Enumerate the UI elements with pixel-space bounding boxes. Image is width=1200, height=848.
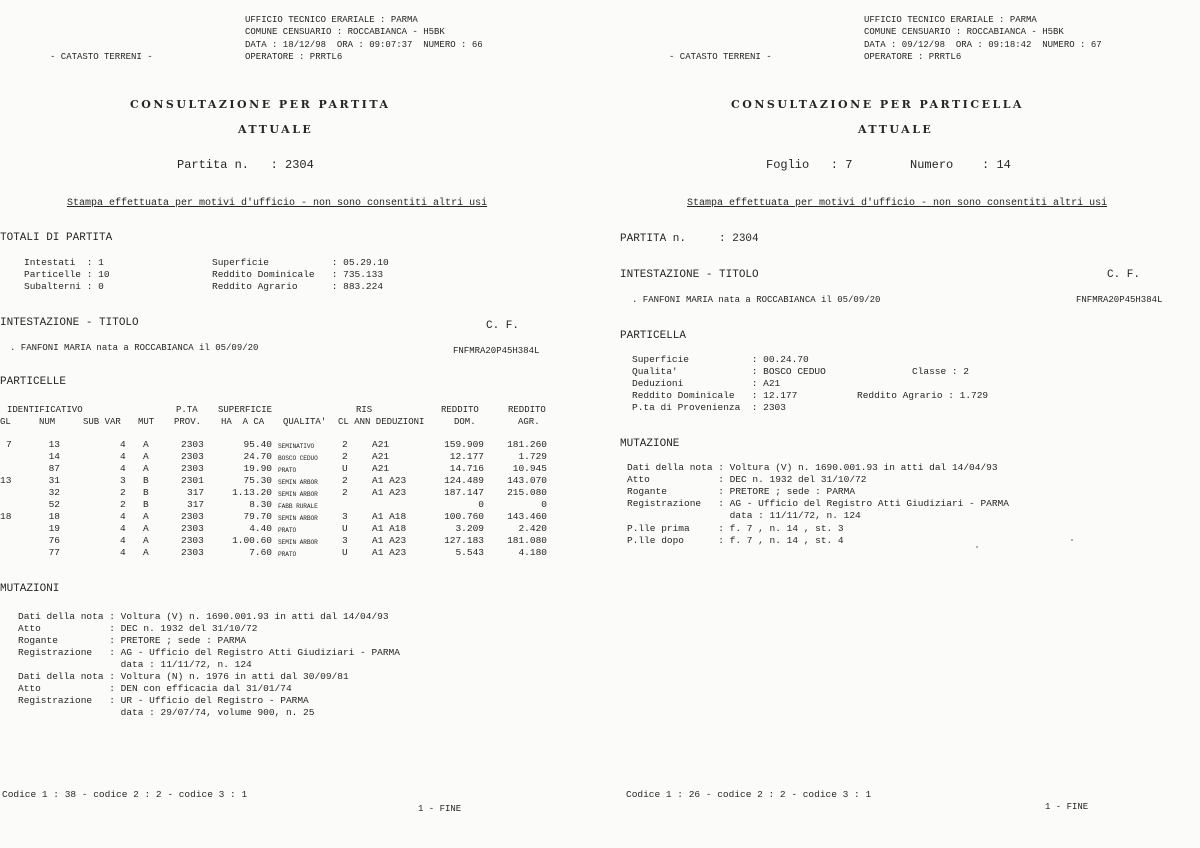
- cell-num: 52: [48, 499, 60, 510]
- mutazione-line: Rogante : PRETORE ; sede : PARMA: [627, 486, 856, 497]
- cell-classe: U: [342, 547, 348, 558]
- cell-num: 18: [48, 511, 60, 522]
- cell-deduzioni: A1 A18: [372, 523, 407, 534]
- cell-reddito-dom: 124.489: [444, 475, 484, 486]
- cell-classe: 2: [342, 487, 348, 498]
- cell-var: 4: [120, 511, 126, 522]
- table-row: [0, 487, 600, 499]
- table-row: [0, 475, 600, 487]
- cell-reddito-dom: 100.760: [444, 511, 484, 522]
- partita-number: Partita n. : 2304: [177, 158, 314, 172]
- cell-reddito-dom: 0: [478, 499, 484, 510]
- cell-reddito-dom: 187.147: [444, 487, 484, 498]
- section-heading: PARTICELLE: [0, 376, 67, 388]
- deduzioni-line: Deduzioni : A21: [632, 378, 781, 389]
- cell-num: 32: [48, 487, 60, 498]
- cell-foglio: 18: [0, 511, 12, 522]
- cell-reddito-agr: 143.460: [507, 511, 547, 522]
- cell-var: 4: [120, 451, 126, 462]
- cell-var: 4: [120, 463, 126, 474]
- catasto-label: - CATASTO TERRENI -: [50, 52, 153, 62]
- cell-classe: U: [342, 523, 348, 534]
- cell-pta: 317: [187, 499, 205, 510]
- cell-superficie: 7.60: [249, 547, 272, 558]
- table-row: [0, 439, 600, 451]
- cell-qualita: BOSCO CEDUO: [278, 455, 318, 462]
- cell-qualita: PRATO: [278, 467, 297, 474]
- cell-qualita: SEMIN ARBOR: [278, 479, 318, 486]
- cell-classe: 2: [342, 451, 348, 462]
- mutazione-line: data : 11/11/72, n. 124: [627, 510, 861, 521]
- superficie-line: Superficie : 00.24.70: [632, 354, 809, 365]
- cell-mut: B: [143, 487, 149, 498]
- section-heading: INTESTAZIONE - TITOLO: [0, 317, 139, 329]
- cell-var: 2: [120, 487, 126, 498]
- cell-deduzioni: A21: [372, 451, 390, 462]
- ufficio-line: UFFICIO TECNICO ERARIALE : PARMA: [864, 15, 1037, 25]
- superficie-total: Superficie : 05.29.10: [212, 257, 389, 268]
- reddito-agrario-value: Reddito Agrario : 1.729: [857, 390, 989, 401]
- cell-num: 19: [48, 523, 60, 534]
- cell-reddito-agr: 181.260: [507, 439, 547, 450]
- cell-superficie: 4.40: [249, 523, 272, 534]
- cell-deduzioni: A1 A18: [372, 511, 407, 522]
- col-pta: P.TA: [176, 405, 198, 415]
- cell-qualita: SEMINATIVO: [278, 443, 315, 450]
- cell-qualita: SEMIN ARBOR: [278, 539, 318, 546]
- comune-line: COMUNE CENSUARIO : ROCCABIANCA - H5BK: [245, 27, 445, 37]
- cell-mut: B: [143, 499, 149, 510]
- mutazione-line: Rogante : PRETORE ; sede : PARMA: [18, 635, 247, 646]
- cell-deduzioni: A1 A23: [372, 475, 407, 486]
- cell-qualita: PRATO: [278, 551, 297, 558]
- col-foglio: GL: [0, 417, 11, 427]
- catasto-label: - CATASTO TERRENI -: [669, 52, 772, 62]
- section-heading: INTESTAZIONE - TITOLO: [620, 269, 759, 281]
- fine-marker: 1 - FINE: [1045, 802, 1089, 812]
- mutazione-line: data : 29/07/74, volume 900, n. 25: [18, 707, 315, 718]
- cell-reddito-dom: 5.543: [455, 547, 484, 558]
- cell-reddito-dom: 3.209: [455, 523, 484, 534]
- subalterni-count: Subalterni : 0: [24, 281, 104, 292]
- speck: [1071, 539, 1073, 541]
- cell-num: 14: [48, 451, 60, 462]
- codice-footer: Codice 1 : 26 - codice 2 : 2 - codice 3 : 1: [626, 789, 872, 800]
- speck: [976, 546, 978, 548]
- operatore-line: OPERATORE : PRRTL6: [245, 52, 343, 62]
- cell-num: 87: [48, 463, 60, 474]
- cell-superficie: 19.90: [243, 463, 272, 474]
- page-subtitle: ATTUALE: [858, 123, 934, 136]
- owner-name: . FANFONI MARIA nata a ROCCABIANCA il 05/09/20: [632, 295, 881, 305]
- cell-deduzioni: A21: [372, 439, 390, 450]
- cell-pta: 2303: [181, 451, 204, 462]
- classe-value: Classe : 2: [912, 366, 970, 377]
- right-page: [600, 0, 1200, 848]
- cell-reddito-dom: 127.183: [444, 535, 484, 546]
- cell-pta: 2303: [181, 439, 204, 450]
- mutazione-line: Atto : DEC n. 1932 del 31/10/72: [18, 623, 258, 634]
- fine-marker: 1 - FINE: [418, 804, 462, 814]
- cell-reddito-agr: 143.070: [507, 475, 547, 486]
- cell-qualita: SEMIN ARBOR: [278, 491, 318, 498]
- mutazione-line: Dati della nota : Voltura (N) n. 1976 in atti dal 30/09/81: [18, 671, 349, 682]
- page-subtitle: ATTUALE: [238, 123, 314, 136]
- cell-superficie: 1.00.60: [232, 535, 272, 546]
- mutazione-line: Dati della nota : Voltura (V) n. 1690.001.93 in atti dal 14/04/93: [18, 611, 389, 622]
- stampa-notice: Stampa effettuata per motivi d'ufficio - non sono consentiti altri usi: [67, 198, 488, 209]
- mutazione-line: Atto : DEN con efficacia dal 31/01/74: [18, 683, 292, 694]
- cell-classe: 3: [342, 511, 348, 522]
- col-mut: MUT: [138, 417, 155, 427]
- mutazione-line: Registrazione : AG - Ufficio del Registro Atti Giudiziari - PARMA: [18, 647, 400, 658]
- section-heading: MUTAZIONE: [620, 438, 680, 450]
- cell-deduzioni: A1 A23: [372, 535, 407, 546]
- cell-deduzioni: A1 A23: [372, 547, 407, 558]
- cell-num: 13: [48, 439, 60, 450]
- cell-deduzioni: A21: [372, 463, 390, 474]
- cell-pta: 2303: [181, 511, 204, 522]
- col-reddito-dom: REDDITO: [441, 405, 479, 415]
- cell-mut: A: [143, 451, 149, 462]
- cell-num: 77: [48, 547, 60, 558]
- cell-foglio: 13: [0, 475, 12, 486]
- cell-qualita: FABB RURALE: [278, 503, 318, 510]
- cell-classe: U: [342, 463, 348, 474]
- mutazione-line: Registrazione : UR - Ufficio del Registro - PARMA: [18, 695, 309, 706]
- cell-reddito-agr: 181.080: [507, 535, 547, 546]
- cell-reddito-agr: 2.420: [518, 523, 547, 534]
- mutazione-line: P.lle dopo : f. 7 , n. 14 , st. 4: [627, 535, 844, 546]
- mutazione-line: Registrazione : AG - Ufficio del Registro Atti Giudiziari - PARMA: [627, 498, 1009, 509]
- cell-pta: 2303: [181, 463, 204, 474]
- cell-reddito-dom: 12.177: [449, 451, 484, 462]
- col-ris: RIS: [356, 405, 373, 415]
- particelle-count: Particelle : 10: [24, 269, 110, 280]
- cell-num: 76: [48, 535, 60, 546]
- cell-classe: 3: [342, 535, 348, 546]
- cell-num: 31: [48, 475, 60, 486]
- col-prov: PROV.: [174, 417, 202, 427]
- cell-mut: A: [143, 523, 149, 534]
- ufficio-line: UFFICIO TECNICO ERARIALE : PARMA: [245, 15, 418, 25]
- col-ha-a-ca: HA A CA: [221, 417, 265, 427]
- cf-label: C. F.: [1107, 269, 1141, 281]
- cell-var: 2: [120, 499, 126, 510]
- table-row: [0, 547, 600, 559]
- section-heading: MUTAZIONI: [0, 583, 60, 595]
- section-heading: PARTICELLA: [620, 330, 687, 342]
- col-identificativo: IDENTIFICATIVO: [7, 405, 83, 415]
- cell-superficie: 75.30: [243, 475, 272, 486]
- section-heading: TOTALI DI PARTITA: [0, 232, 113, 244]
- cell-pta: 317: [187, 487, 205, 498]
- table-row: [0, 451, 600, 463]
- data-line: DATA : 18/12/98 ORA : 09:07:37 NUMERO : 66: [245, 40, 483, 50]
- cell-pta: 2303: [181, 547, 204, 558]
- foglio-numero: Foglio : 7 Numero : 14: [766, 158, 1011, 172]
- mutazione-line: Atto : DEC n. 1932 del 31/10/72: [627, 474, 867, 485]
- page-title: CONSULTAZIONE PER PARTICELLA: [731, 98, 1024, 111]
- intestati-count: Intestati : 1: [24, 257, 104, 268]
- data-line: DATA : 09/12/98 ORA : 09:18:42 NUMERO : 67: [864, 40, 1102, 50]
- col-num: NUM: [39, 417, 56, 427]
- cell-var: 4: [120, 547, 126, 558]
- stampa-notice: Stampa effettuata per motivi d'ufficio - non sono consentiti altri usi: [687, 198, 1108, 209]
- provenienza-line: P.ta di Provenienza : 2303: [632, 402, 786, 413]
- cell-pta: 2301: [181, 475, 204, 486]
- cell-reddito-agr: 0: [541, 499, 547, 510]
- cell-mut: B: [143, 475, 149, 486]
- cell-reddito-agr: 215.080: [507, 487, 547, 498]
- table-row: [0, 535, 600, 547]
- cell-var: 4: [120, 535, 126, 546]
- col-agr: AGR.: [518, 417, 540, 427]
- cell-mut: A: [143, 511, 149, 522]
- cell-reddito-agr: 10.945: [512, 463, 547, 474]
- cell-var: 3: [120, 475, 126, 486]
- cell-qualita: PRATO: [278, 527, 297, 534]
- mutazione-line: data : 11/11/72, n. 124: [18, 659, 252, 670]
- cell-deduzioni: A1 A23: [372, 487, 407, 498]
- mutazione-line: P.lle prima : f. 7 , n. 14 , st. 3: [627, 523, 844, 534]
- table-row: [0, 499, 600, 511]
- cell-reddito-agr: 1.729: [518, 451, 547, 462]
- operatore-line: OPERATORE : PRRTL6: [864, 52, 962, 62]
- cell-classe: 2: [342, 475, 348, 486]
- cell-foglio: 7: [6, 439, 12, 450]
- cell-mut: A: [143, 535, 149, 546]
- codice-fiscale: FNFMRA20P45H384L: [1076, 295, 1163, 305]
- reddito-dominicale-line: Reddito Dominicale : 12.177: [632, 390, 798, 401]
- cell-var: 4: [120, 523, 126, 534]
- cell-classe: 2: [342, 439, 348, 450]
- col-cl-ann-deduzioni: CL ANN DEDUZIONI: [338, 417, 425, 427]
- cell-superficie: 24.70: [243, 451, 272, 462]
- col-superficie: SUPERFICIE: [218, 405, 273, 415]
- cell-var: 4: [120, 439, 126, 450]
- mutazione-line: Dati della nota : Voltura (V) n. 1690.001.93 in atti dal 14/04/93: [627, 462, 998, 473]
- col-dom: DOM.: [454, 417, 476, 427]
- partita-number: PARTITA n. : 2304: [620, 233, 759, 245]
- cell-pta: 2303: [181, 523, 204, 534]
- cell-mut: A: [143, 439, 149, 450]
- page-title: CONSULTAZIONE PER PARTITA: [130, 98, 391, 111]
- owner-name: . FANFONI MARIA nata a ROCCABIANCA il 05/09/20: [10, 343, 259, 353]
- cell-superficie: 79.70: [243, 511, 272, 522]
- cell-pta: 2303: [181, 535, 204, 546]
- qualita-line: Qualita' : BOSCO CEDUO: [632, 366, 826, 377]
- col-sub-var: SUB VAR: [83, 417, 121, 427]
- codice-footer: Codice 1 : 38 - codice 2 : 2 - codice 3 : 1: [2, 789, 248, 800]
- cell-reddito-dom: 159.909: [444, 439, 484, 450]
- cell-reddito-agr: 4.180: [518, 547, 547, 558]
- cf-label: C. F.: [486, 320, 520, 332]
- codice-fiscale: FNFMRA20P45H384L: [453, 346, 540, 356]
- col-qualita: QUALITA': [283, 417, 327, 427]
- cell-reddito-dom: 14.716: [449, 463, 484, 474]
- cell-qualita: SEMIN ARBOR: [278, 515, 318, 522]
- cell-superficie: 95.40: [243, 439, 272, 450]
- cell-superficie: 8.30: [249, 499, 272, 510]
- cell-mut: A: [143, 547, 149, 558]
- cell-superficie: 1.13.20: [232, 487, 272, 498]
- reddito-agrario-total: Reddito Agrario : 883.224: [212, 281, 384, 292]
- cell-mut: A: [143, 463, 149, 474]
- reddito-dominicale-total: Reddito Dominicale : 735.133: [212, 269, 384, 280]
- table-row: [0, 511, 600, 523]
- table-row: [0, 523, 600, 535]
- table-row: [0, 463, 600, 475]
- col-reddito-agr: REDDITO: [508, 405, 546, 415]
- comune-line: COMUNE CENSUARIO : ROCCABIANCA - H5BK: [864, 27, 1064, 37]
